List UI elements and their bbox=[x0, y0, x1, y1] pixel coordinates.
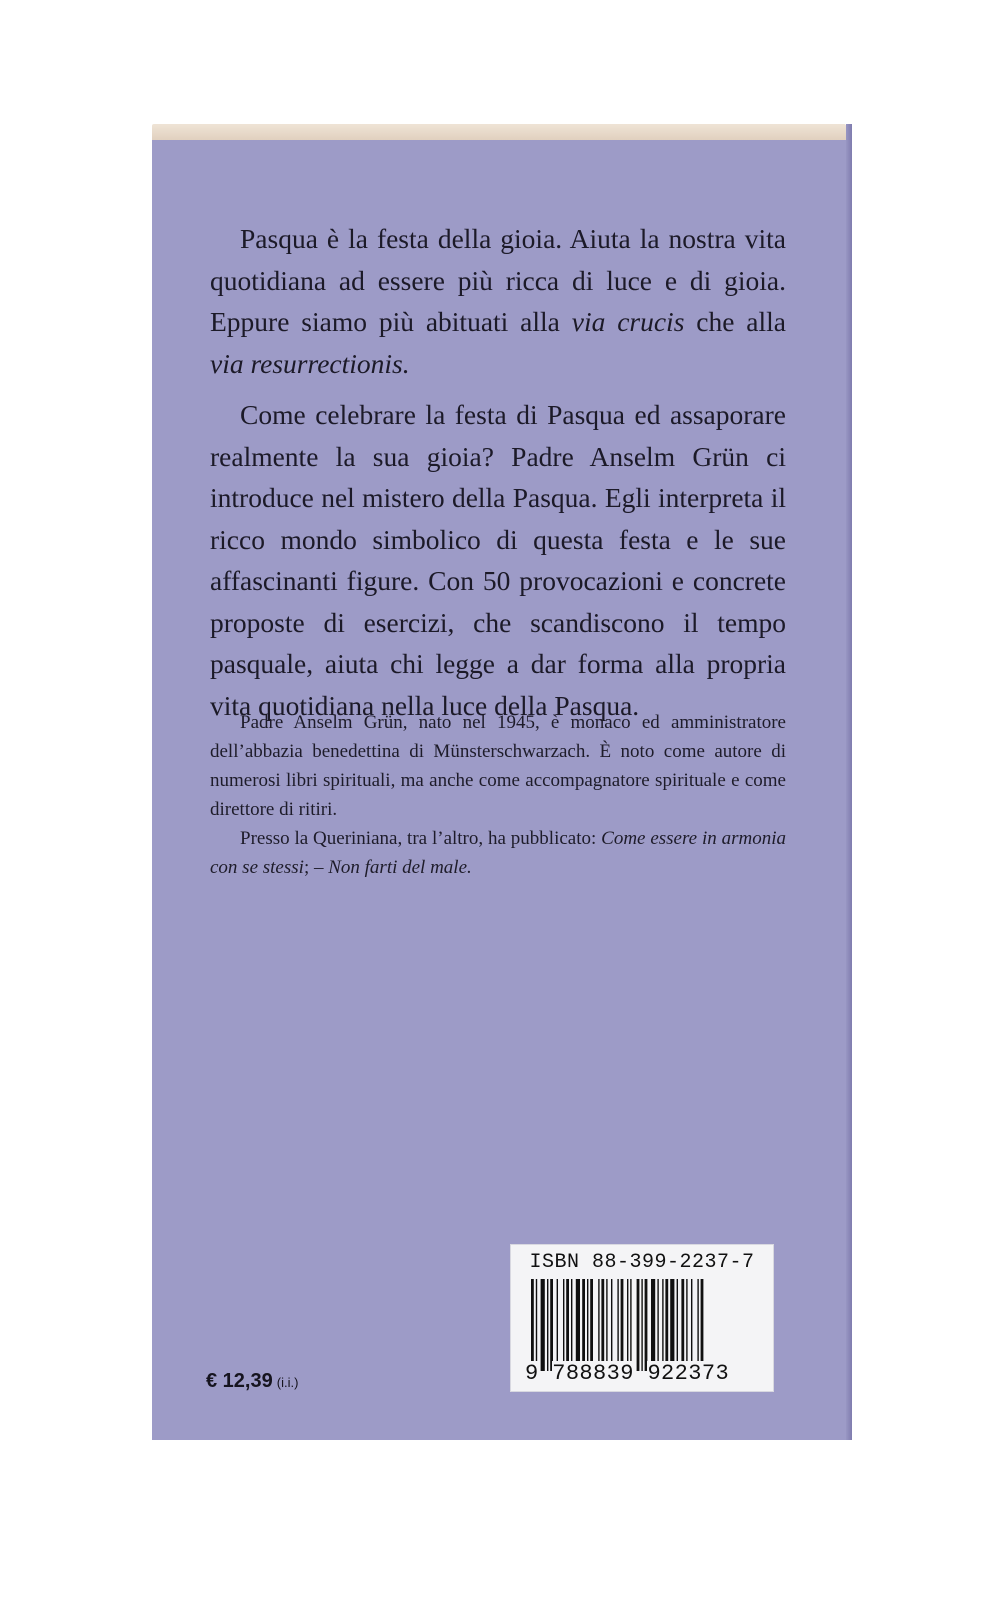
bio-paragraph-2: Presso la Queriniana, tra l’altro, ha pubblicato: Come essere in armonia con se stessi; – Non farti del male. bbox=[210, 828, 786, 878]
barcode-bar bbox=[590, 1279, 593, 1371]
barcode-bars bbox=[531, 1279, 759, 1371]
barcode-bar bbox=[541, 1279, 545, 1371]
barcode-bar bbox=[566, 1279, 569, 1371]
barcode-bar bbox=[641, 1279, 642, 1371]
barcode-bar bbox=[571, 1279, 572, 1371]
barcode-bar bbox=[550, 1279, 553, 1371]
isbn-label: ISBN 88-399-2237-7 bbox=[529, 1251, 755, 1274]
barcode-bar bbox=[627, 1279, 628, 1371]
barcode-bar bbox=[697, 1279, 698, 1371]
barcode-bar bbox=[611, 1279, 612, 1371]
barcode-bar bbox=[657, 1279, 658, 1371]
blurb-text bbox=[210, 218, 786, 726]
barcode-bar bbox=[630, 1279, 631, 1371]
barcode-bar bbox=[598, 1279, 599, 1371]
blurb-paragraph-2: Come celebrare la festa di Pasqua ed assaporare realmente la sua gioia? Padre Anselm Grün ci introduce nel mistero della Pasqua. Egli interpreta il ricco mondo simbolico di questa festa e le sue affascinanti figure. Con 50 provocazioni e concrete proposte di esercizi, che scandiscono il tempo pasquale, aiuta chi legge a dar forma alla propria vita quotidiana nella luce della Pasqua. bbox=[210, 399, 786, 721]
barcode-bar bbox=[665, 1279, 668, 1371]
barcode-bar bbox=[531, 1279, 534, 1371]
isbn-barcode bbox=[510, 1244, 774, 1392]
barcode-bar bbox=[621, 1279, 624, 1371]
book-right-edge bbox=[846, 124, 852, 1440]
barcode-bar bbox=[547, 1279, 548, 1371]
barcode-bar bbox=[606, 1279, 607, 1371]
barcode-bar bbox=[645, 1279, 648, 1371]
barcode-bar bbox=[536, 1279, 537, 1371]
price-amount: € 12,39 bbox=[206, 1370, 273, 1392]
barcode-bar bbox=[677, 1279, 678, 1371]
bio-paragraph-1: Padre Anselm Grün, nato nel 1945, è monaco ed amministratore dell’abbazia benedettina di Münsterschwarzach. È noto come autore di numerosi libri spirituali, ma anche come accompagnatore spirituale e come direttore di ritiri. bbox=[210, 712, 786, 820]
barcode-bar bbox=[637, 1279, 640, 1371]
barcode-bar bbox=[582, 1279, 585, 1371]
barcode-bar bbox=[662, 1279, 663, 1371]
barcode-bar bbox=[601, 1279, 604, 1371]
ean-digits: 9 788839 922373 bbox=[525, 1361, 730, 1386]
barcode-bar bbox=[681, 1279, 684, 1371]
author-bio bbox=[210, 708, 786, 882]
barcode-bar bbox=[557, 1279, 558, 1371]
barcode-bar bbox=[587, 1279, 588, 1371]
barcode-bar bbox=[670, 1279, 674, 1371]
barcode-bar bbox=[701, 1279, 704, 1371]
barcode-bar bbox=[563, 1279, 564, 1371]
blurb-paragraph-1: Pasqua è la festa della gioia. Aiuta la nostra vita quotidiana ad essere più ricca di luce e di gioia. Eppure siamo più abituati alla via crucis che alla via resurrectionis. bbox=[210, 223, 786, 379]
barcode-bar bbox=[651, 1279, 655, 1371]
barcode-bar bbox=[617, 1279, 618, 1371]
barcode-bar bbox=[686, 1279, 687, 1371]
price bbox=[206, 1370, 298, 1393]
price-note: (i.i.) bbox=[276, 1375, 299, 1390]
barcode-bar bbox=[691, 1279, 692, 1371]
barcode-bar bbox=[576, 1279, 580, 1371]
